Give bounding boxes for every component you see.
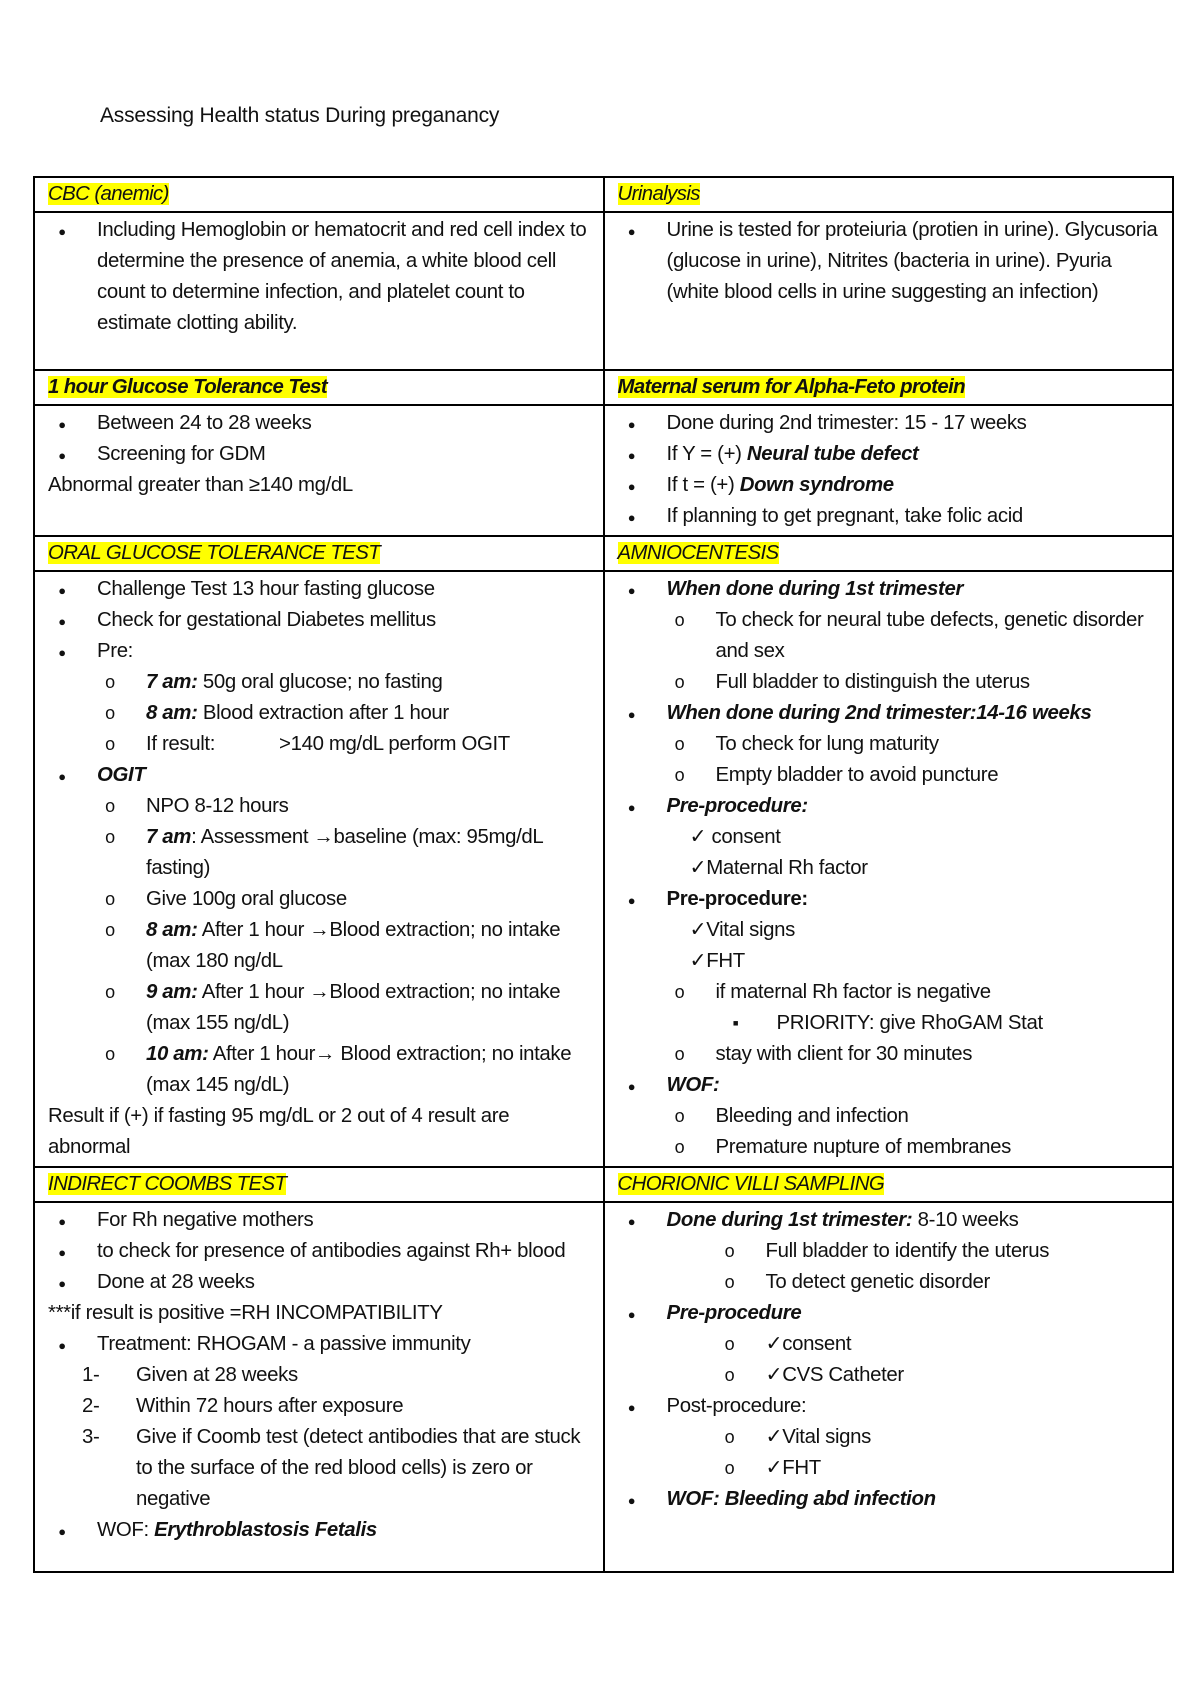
bullet-icon — [670, 1101, 690, 1132]
item-text: 8 am: Blood extraction after 1 hour — [146, 702, 449, 724]
list-number: 1- — [82, 1364, 100, 1386]
list-item — [618, 1070, 1164, 1101]
item-text: ✓consent — [765, 1333, 852, 1355]
list-item — [618, 1453, 1164, 1484]
list-item — [48, 470, 594, 501]
item-text: If t = (+) Down syndrome — [666, 474, 894, 496]
bullet-icon — [720, 1329, 740, 1360]
ogtt-heading: ORAL GLUCOSE TOLERANCE TEST — [48, 542, 381, 564]
afp-body — [604, 405, 1174, 536]
bullet-icon — [52, 1236, 72, 1268]
item-text: ✓FHT — [689, 950, 745, 972]
list-item — [48, 1267, 594, 1298]
list-item — [48, 822, 594, 884]
item-text: 7 am: Assessment →baseline (max: 95mg/dL fasting) — [146, 826, 543, 879]
item-text: When done during 1st trimester — [666, 578, 964, 600]
document-title: Assessing Health status During preganancy — [100, 104, 500, 127]
list-item — [618, 1360, 1164, 1391]
bullet-icon — [622, 791, 642, 823]
bullet-icon — [670, 977, 690, 1008]
list-item — [618, 1298, 1164, 1329]
coombs-heading: INDIRECT COOMBS TEST — [48, 1173, 287, 1195]
bullet-icon — [52, 408, 72, 440]
bullet-icon — [622, 1205, 642, 1237]
list-item — [48, 605, 594, 636]
bullet-icon — [622, 574, 642, 606]
item-text: To check for neural tube defects, genetic disorder and sex — [715, 609, 1144, 662]
bullet-icon — [100, 791, 120, 822]
item-text: Screening for GDM — [97, 443, 266, 465]
bullet-icon — [52, 1205, 72, 1237]
bullet-icon — [52, 215, 72, 247]
bullet-icon — [100, 884, 120, 915]
item-text: Challenge Test 13 hour fasting glucose — [97, 578, 435, 600]
list-item — [618, 884, 1164, 915]
item-text: Treatment: RHOGAM - a passive immunity — [97, 1333, 471, 1355]
list-item — [48, 1039, 594, 1101]
cvs-heading-cell — [604, 1167, 1174, 1202]
list-number: 2- — [82, 1395, 100, 1417]
item-text: ✓CVS Catheter — [765, 1364, 904, 1386]
list-item — [48, 1329, 594, 1360]
list-item — [618, 853, 1164, 884]
bullet-icon — [52, 1515, 72, 1547]
bullet-icon — [622, 1070, 642, 1102]
item-text: If result: >140 mg/dL perform OGIT — [146, 733, 510, 755]
assessment-table — [33, 176, 1174, 1573]
item-text: When done during 2nd trimester:14-16 weeks — [666, 702, 1092, 724]
bullet-icon — [52, 574, 72, 606]
list-item — [618, 791, 1164, 822]
list-item — [48, 977, 594, 1039]
bullet-icon — [100, 729, 120, 760]
bullet-icon — [100, 822, 120, 853]
list-item — [618, 1391, 1164, 1422]
cbc-heading-cell — [34, 177, 604, 212]
item-text: Result if (+) if fasting 95 mg/dL or 2 out of 4 result are abnormal — [48, 1105, 510, 1158]
list-item — [618, 1132, 1164, 1163]
item-text: WOF: Bleeding abd infection — [666, 1488, 936, 1510]
item-text: Give 100g oral glucose — [146, 888, 347, 910]
urinalysis-body — [604, 212, 1174, 370]
list-item — [48, 1422, 594, 1515]
item-text: Empty bladder to avoid puncture — [715, 764, 999, 786]
item-text: To check for lung maturity — [715, 733, 939, 755]
bullet-icon — [720, 1453, 740, 1484]
item-text: Between 24 to 28 weeks — [97, 412, 312, 434]
bullet-icon — [52, 1329, 72, 1361]
glucose1h-heading: 1 hour Glucose Tolerance Test — [48, 376, 328, 398]
amnio-heading: AMNIOCENTESIS — [617, 542, 779, 564]
list-item — [618, 215, 1164, 308]
item-text: WOF: — [666, 1074, 720, 1096]
item-text: Pre: — [97, 640, 133, 662]
item-text: NPO 8-12 hours — [146, 795, 289, 817]
item-text: Give if Coomb test (detect antibodies that are stuck to the surface of the red blood cells) is zero or negative — [136, 1426, 581, 1510]
urinalysis-heading-cell — [604, 177, 1174, 212]
list-item — [618, 946, 1164, 977]
list-item — [618, 408, 1164, 439]
bullet-icon — [670, 1132, 690, 1163]
list-item — [48, 636, 594, 667]
list-item — [48, 1391, 594, 1422]
bullet-icon — [52, 605, 72, 637]
list-number: 3- — [82, 1426, 100, 1448]
item-text: ✓Vital signs — [689, 919, 795, 941]
list-item — [48, 884, 594, 915]
bullet-icon — [622, 408, 642, 440]
amnio-body — [604, 571, 1174, 1167]
cbc-heading: CBC (anemic) — [48, 183, 169, 205]
list-item — [618, 1484, 1164, 1515]
item-text: ✓Maternal Rh factor — [689, 857, 868, 879]
list-item — [48, 667, 594, 698]
list-item — [618, 822, 1164, 853]
list-item — [618, 1008, 1164, 1039]
bullet-icon — [52, 1267, 72, 1299]
bullet-icon — [720, 1236, 740, 1267]
list-item — [48, 439, 594, 470]
item-text: Done at 28 weeks — [97, 1271, 255, 1293]
amnio-heading-cell — [604, 536, 1174, 571]
coombs-body — [34, 1202, 604, 1572]
list-item — [618, 574, 1164, 605]
ogtt-heading-cell — [34, 536, 604, 571]
item-text: Bleeding and infection — [715, 1105, 909, 1127]
list-item — [48, 215, 594, 339]
bullet-icon — [100, 977, 120, 1008]
afp-heading-cell — [604, 370, 1174, 405]
list-item — [618, 439, 1164, 470]
bullet-icon — [670, 760, 690, 791]
item-text: stay with client for 30 minutes — [715, 1043, 973, 1065]
item-text: if maternal Rh factor is negative — [715, 981, 991, 1003]
item-text: For Rh negative mothers — [97, 1209, 314, 1231]
bullet-icon — [100, 698, 120, 729]
bullet-icon — [622, 884, 642, 916]
bullet-icon — [100, 915, 120, 946]
list-item — [48, 791, 594, 822]
cvs-body — [604, 1202, 1174, 1572]
bullet-icon — [52, 439, 72, 471]
bullet-icon — [52, 760, 72, 792]
list-item — [618, 667, 1164, 698]
list-item — [618, 1039, 1164, 1070]
list-item — [618, 1236, 1164, 1267]
list-item — [48, 729, 594, 760]
bullet-icon — [100, 667, 120, 698]
bullet-icon — [726, 1008, 746, 1039]
item-text: WOF: Erythroblastosis Fetalis — [97, 1519, 377, 1541]
list-item — [618, 977, 1164, 1008]
item-text: Full bladder to identify the uterus — [765, 1240, 1050, 1262]
item-text: ***if result is positive =RH INCOMPATIBILITY — [48, 1302, 443, 1324]
item-text: ✓ consent — [689, 826, 781, 848]
bullet-icon — [670, 667, 690, 698]
item-text: Given at 28 weeks — [136, 1364, 298, 1386]
list-item — [618, 760, 1164, 791]
bullet-icon — [622, 1298, 642, 1330]
item-text: Pre-procedure: — [666, 795, 808, 817]
list-item — [48, 1360, 594, 1391]
bullet-icon — [622, 501, 642, 533]
item-text: Check for gestational Diabetes mellitus — [97, 609, 436, 631]
list-item — [618, 698, 1164, 729]
item-text: Premature nupture of membranes — [715, 1136, 1012, 1158]
bullet-icon — [622, 470, 642, 502]
bullet-icon — [622, 1391, 642, 1423]
list-item — [618, 1267, 1164, 1298]
list-item — [48, 1205, 594, 1236]
list-item — [618, 605, 1164, 667]
item-text: PRIORITY: give RhoGAM Stat — [776, 1012, 1043, 1034]
item-text: Abnormal greater than ≥140 mg/dL — [48, 474, 353, 496]
bullet-icon — [720, 1267, 740, 1298]
list-item — [618, 915, 1164, 946]
urinalysis-heading: Urinalysis — [617, 183, 700, 205]
glucose1h-body — [34, 405, 604, 536]
glucose1h-heading-cell — [34, 370, 604, 405]
item-text: Including Hemoglobin or hematocrit and red cell index to determine the presence of anemia, a white blood cell count to determine infection, and platelet count to estimate clotting ability. — [97, 219, 587, 334]
bullet-icon — [670, 605, 690, 636]
list-item — [618, 1329, 1164, 1360]
ogtt-body — [34, 571, 604, 1167]
list-item — [48, 408, 594, 439]
item-text: To detect genetic disorder — [765, 1271, 990, 1293]
list-item — [48, 574, 594, 605]
item-text: Pre-procedure — [666, 1302, 802, 1324]
item-text: If Y = (+) Neural tube defect — [666, 443, 919, 465]
list-item — [48, 1298, 594, 1329]
item-text: Pre-procedure: — [666, 888, 808, 910]
cvs-heading: CHORIONIC VILLI SAMPLING — [617, 1173, 885, 1195]
item-text: Done during 1st trimester: 8-10 weeks — [666, 1209, 1019, 1231]
bullet-icon — [670, 729, 690, 760]
bullet-icon — [100, 1039, 120, 1070]
bullet-icon — [622, 698, 642, 730]
list-item — [48, 1236, 594, 1267]
bullet-icon — [670, 1039, 690, 1070]
item-text: OGIT — [97, 764, 146, 786]
bullet-icon — [622, 215, 642, 247]
item-text: Within 72 hours after exposure — [136, 1395, 404, 1417]
item-text: If planning to get pregnant, take folic acid — [666, 505, 1023, 527]
list-item — [618, 501, 1164, 532]
item-text: to check for presence of antibodies against Rh+ blood — [97, 1240, 566, 1262]
list-item — [618, 1422, 1164, 1453]
item-text: Done during 2nd trimester: 15 - 17 weeks — [666, 412, 1027, 434]
list-item — [48, 915, 594, 977]
list-item — [48, 698, 594, 729]
item-text: 8 am: After 1 hour →Blood extraction; no intake (max 180 ng/dL — [146, 919, 561, 972]
list-item — [48, 1101, 594, 1163]
item-text: ✓FHT — [765, 1457, 821, 1479]
bullet-icon — [720, 1360, 740, 1391]
item-text: 10 am: After 1 hour→ Blood extraction; no intake (max 145 ng/dL) — [146, 1043, 572, 1096]
list-item — [48, 760, 594, 791]
list-item — [618, 470, 1164, 501]
afp-heading: Maternal serum for Alpha-Feto protein — [617, 376, 966, 398]
bullet-icon — [720, 1422, 740, 1453]
list-item — [618, 1101, 1164, 1132]
bullet-icon — [622, 1484, 642, 1516]
bullet-icon — [622, 439, 642, 471]
list-item — [618, 729, 1164, 760]
bullet-icon — [52, 636, 72, 668]
list-item — [618, 1205, 1164, 1236]
item-text: 7 am: 50g oral glucose; no fasting — [146, 671, 443, 693]
list-item — [48, 1515, 594, 1546]
cbc-body — [34, 212, 604, 370]
item-text: Urine is tested for proteiuria (protien in urine). Glycusoria (glucose in urine), Nitrites (bacteria in urine). Pyuria (white blood cells in urine suggesting an infection) — [666, 219, 1158, 303]
coombs-heading-cell — [34, 1167, 604, 1202]
item-text: ✓Vital signs — [765, 1426, 871, 1448]
item-text: Post-procedure: — [666, 1395, 807, 1417]
item-text: Full bladder to distinguish the uterus — [715, 671, 1030, 693]
item-text: 9 am: After 1 hour →Blood extraction; no intake (max 155 ng/dL) — [146, 981, 561, 1034]
